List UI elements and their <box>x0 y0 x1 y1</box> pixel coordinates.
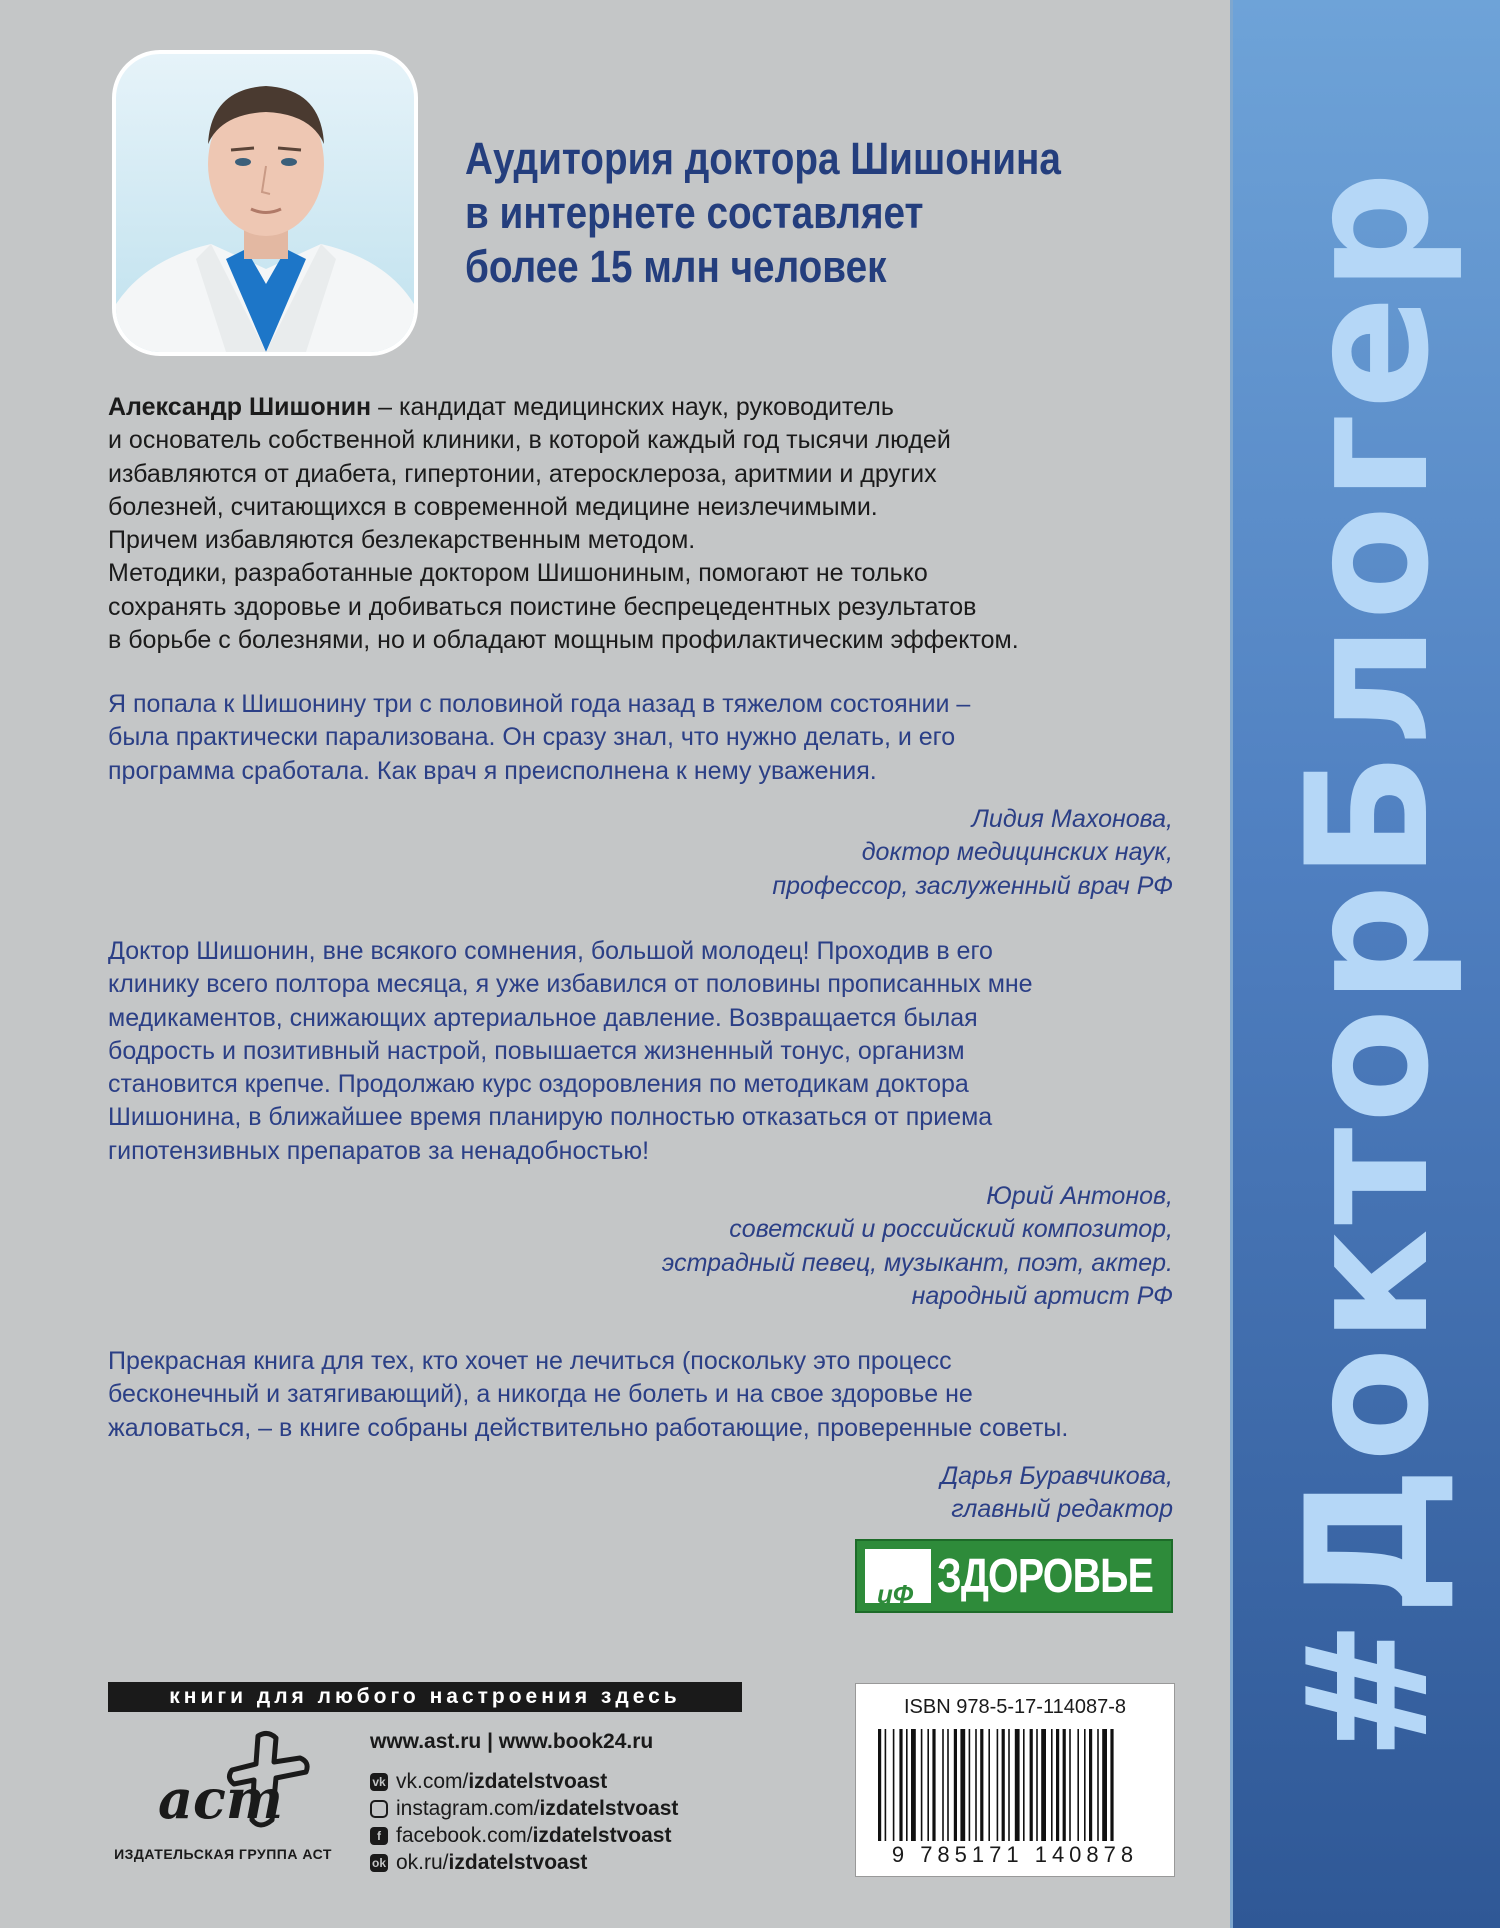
barcode-icon <box>878 1729 1152 1841</box>
ast-logo-text: аст <box>158 1767 284 1831</box>
isbn-number: ISBN 978-5-17-114087-8 <box>904 1696 1126 1718</box>
social-handle: izdatelstvoast <box>448 1851 588 1874</box>
bio-line: в борьбе с болезнями, но и обладают мощным профилактическим эффектом. <box>108 626 1019 655</box>
attribution-line: доктор медицинских наук, <box>861 838 1173 867</box>
quote-line: жаловаться, – в книге собраны действительно работающие, проверенные советы. <box>108 1413 1069 1442</box>
author-photo-image <box>116 54 414 352</box>
attribution-line: Дарья Буравчикова, <box>940 1462 1173 1490</box>
social-prefix: vk.com/ <box>396 1770 469 1793</box>
testimonial-antonov <box>108 935 1198 1168</box>
bio-line: и основатель собственной клиники, в которой каждый год тысячи людей <box>108 426 951 455</box>
publisher-slogan: книги для любого настроения здесь <box>108 1682 742 1712</box>
bio-line: болезней, считающихся в современной медицине неизлечимыми. <box>108 492 878 521</box>
quote-line: Доктор Шишонин, вне всякого сомнения, большой молодец! Проходив в его <box>108 937 993 965</box>
odnoklassniki-icon: ok <box>371 1855 386 1870</box>
attribution-antonov <box>473 1180 1173 1313</box>
instagram-icon <box>370 1800 388 1818</box>
social-handle: izdatelstvoast <box>468 1770 608 1793</box>
publisher-group-name: ИЗДАТЕЛЬСКАЯ ГРУППА АСТ <box>114 1846 332 1862</box>
facebook-icon: f <box>370 1827 388 1845</box>
social-links <box>370 1768 678 1876</box>
attribution-makhonova <box>473 803 1173 903</box>
social-prefix: facebook.com/ <box>396 1824 533 1847</box>
headline-line: в интернете составляет <box>465 187 924 238</box>
social-prefix: ok.ru/ <box>396 1851 449 1874</box>
quote-line: гипотензивных препаратов за ненадобностью! <box>108 1136 650 1165</box>
quote-line: была практически парализована. Он сразу знал, что нужно делать, и его <box>108 723 956 752</box>
headline-line: Аудитория доктора Шишонина <box>465 133 1061 184</box>
isbn-block <box>855 1683 1175 1877</box>
quote-line: Я попала к Шишонину три с половиной года назад в тяжелом состоянии – <box>108 690 971 718</box>
attribution-line: профессор, заслуженный врач РФ <box>772 871 1173 900</box>
testimonial-makhonova <box>108 688 1198 788</box>
attribution-line: народный артист РФ <box>911 1281 1173 1310</box>
author-bio <box>108 391 1198 657</box>
bio-line: Причем избавляются безлекарственным методом. <box>108 526 696 555</box>
bio-line: Методики, разработанные доктором Шишониным, помогают не только <box>108 559 928 588</box>
attribution-line: Юрий Антонов, <box>986 1182 1173 1210</box>
isbn-barcode-digits: 9 785171 140878 <box>891 1842 1139 1867</box>
vk-icon: vk <box>370 1773 388 1791</box>
bio-line <box>108 391 1198 424</box>
quote-line: клинику всего полтора месяца, я уже избавился от половины прописанных мне <box>108 970 1033 999</box>
quote-line: Шишонина, в ближайшее время планирую полностью отказаться от приема <box>108 1103 993 1132</box>
aif-zdorovye-logo <box>855 1539 1173 1613</box>
attribution-line: советский и российский композитор, <box>729 1215 1173 1244</box>
attribution-buravchikova <box>473 1460 1173 1527</box>
publisher-websites[interactable]: www.ast.ru | www.book24.ru <box>370 1730 654 1753</box>
quote-line: бодрость и позитивный настрой, повышается жизненный тонус, организм <box>108 1036 965 1065</box>
ast-logo-icon <box>140 1728 320 1838</box>
aif-logo-block <box>865 1549 931 1609</box>
author-name: Александр Шишонин <box>108 393 372 421</box>
testimonial-buravchikova <box>108 1345 1198 1445</box>
spine-band <box>1230 0 1500 1928</box>
headline <box>465 132 1067 294</box>
bio-line: сохранять здоровье и добиваться поистине беспрецедентных результатов <box>108 592 977 621</box>
quote-line: Прекрасная книга для тех, кто хочет не лечиться (поскольку это процесс <box>108 1347 952 1375</box>
author-portrait <box>112 50 418 356</box>
social-link-facebook[interactable] <box>370 1822 678 1849</box>
social-prefix: instagram.com/ <box>396 1797 540 1820</box>
social-handle: izdatelstvoast <box>532 1824 672 1847</box>
aif-logo-text: иФ <box>877 1579 914 1609</box>
attribution-line: главный редактор <box>951 1495 1173 1524</box>
attribution-line: эстрадный певец, музыкант, поэт, актер. <box>661 1248 1173 1277</box>
social-handle: izdatelstvoast <box>539 1797 679 1820</box>
quote-line: программа сработала. Как врач я преисполнена к нему уважения. <box>108 756 877 785</box>
social-link-instagram[interactable] <box>370 1795 678 1822</box>
social-link-odnoklassniki[interactable] <box>370 1849 678 1876</box>
zdorovye-wordmark: ЗДОРОВЬЕ <box>937 1550 1154 1603</box>
quote-line: медикаментов, снижающих артериальное давление. Возвращается былая <box>108 1003 978 1032</box>
bio-first-line-text: – кандидат медицинских наук, руководитель <box>371 393 894 421</box>
quote-line: становится крепче. Продолжаю курс оздоровления по методикам доктора <box>108 1070 969 1099</box>
bio-line: избавляются от диабета, гипертонии, атеросклероза, аритмии и других <box>108 459 937 488</box>
quote-line: бесконечный и затягивающий), а никогда не болеть и на свое здоровье не <box>108 1380 973 1409</box>
attribution-line: Лидия Махонова, <box>971 805 1173 833</box>
headline-line: более 15 млн человек <box>465 241 887 292</box>
spine-hashtag: #ДокторБлогер <box>1270 167 1466 1761</box>
social-link-vk[interactable] <box>370 1768 678 1795</box>
